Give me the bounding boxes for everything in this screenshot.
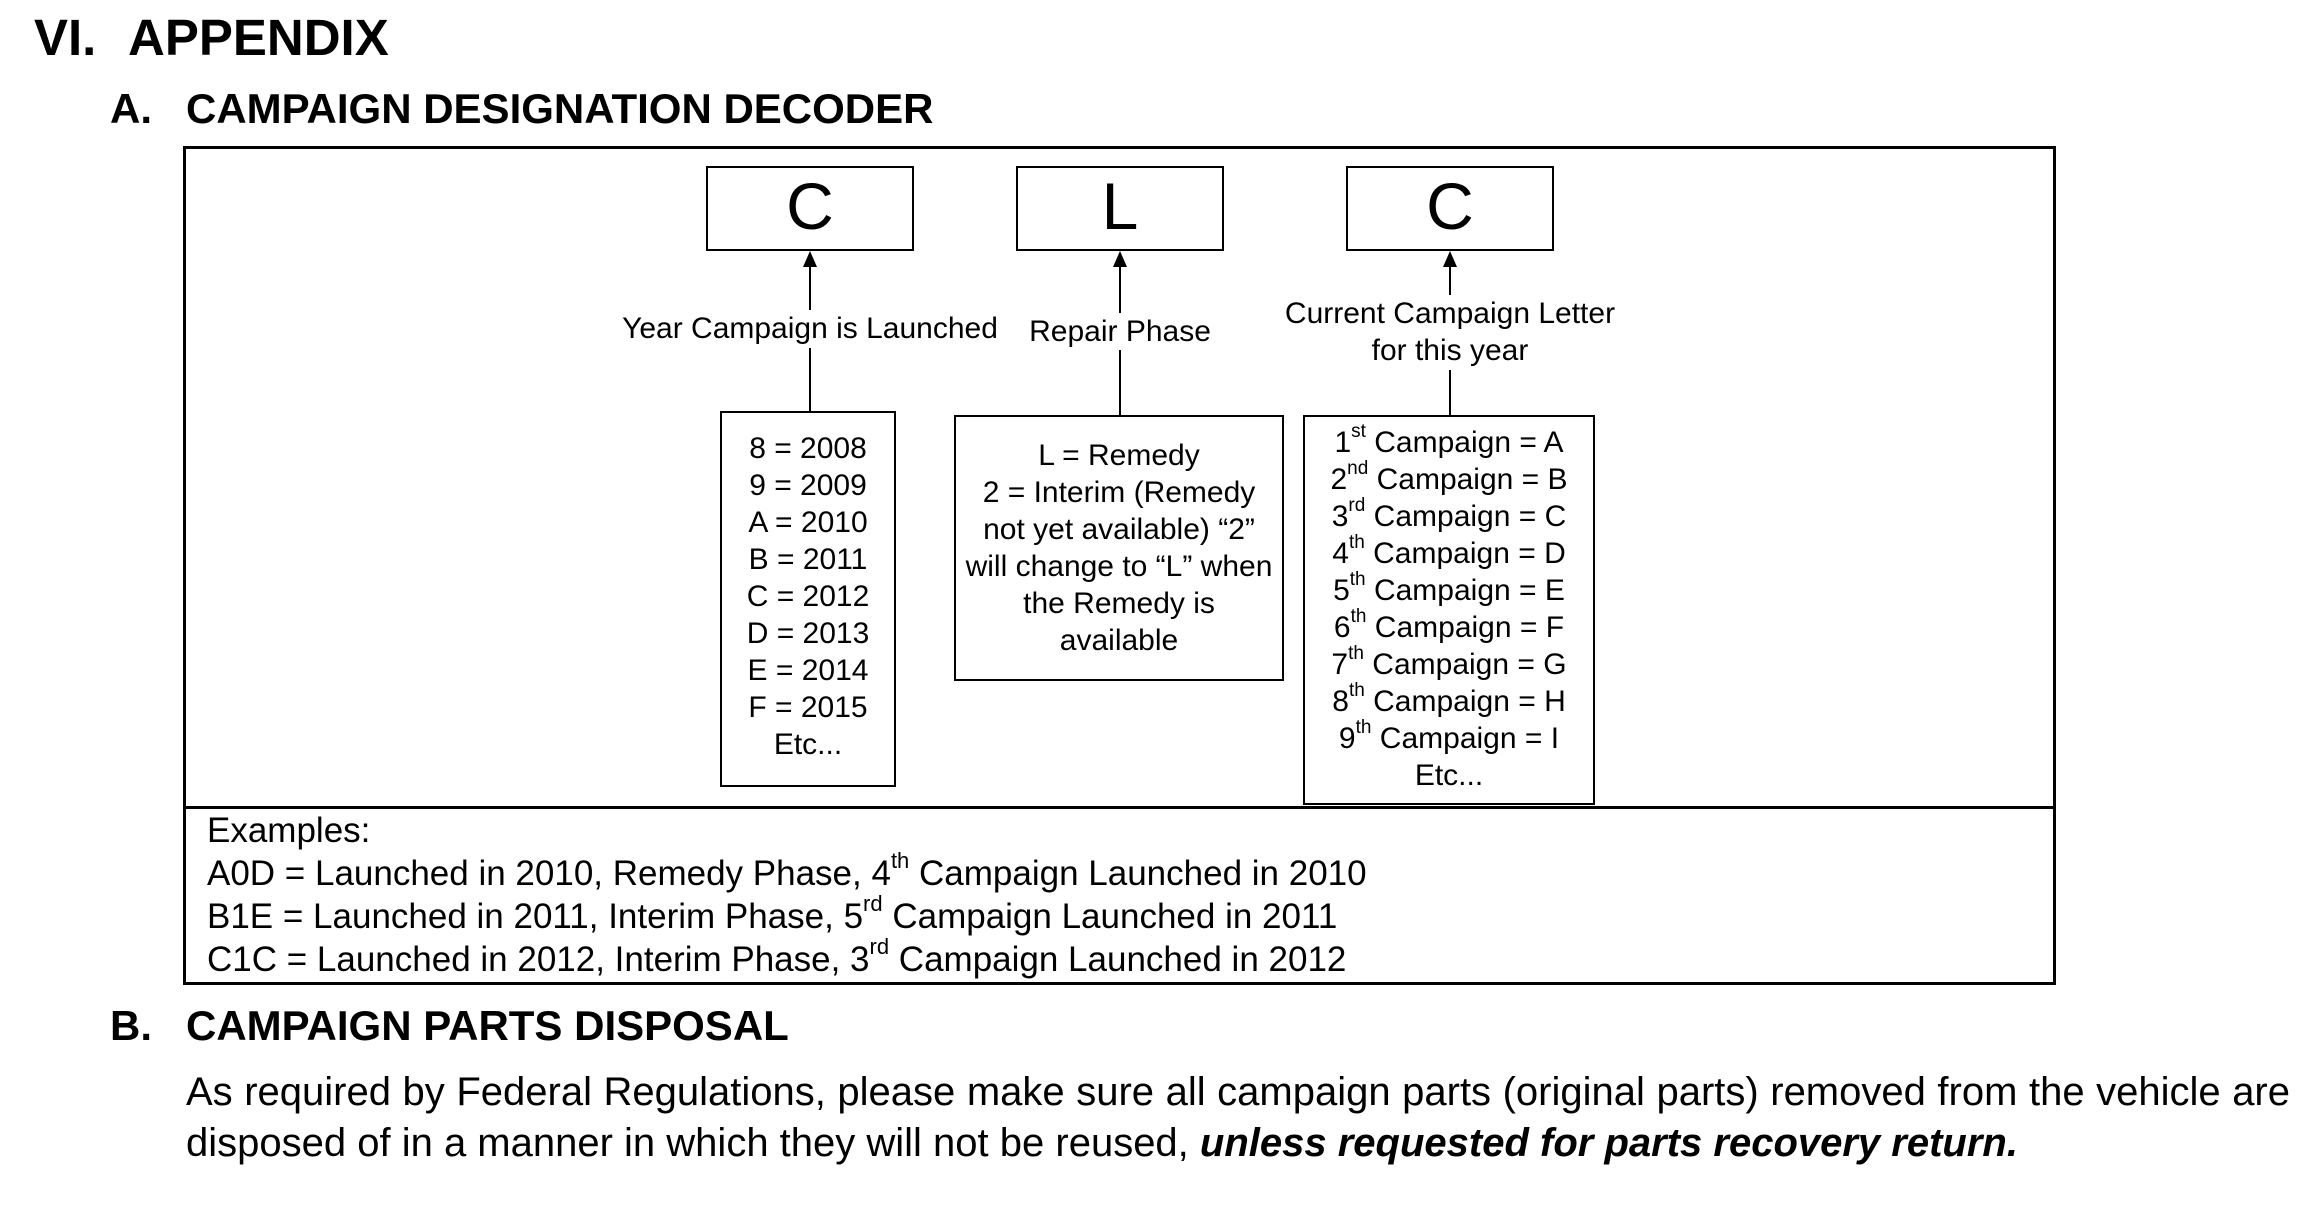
- campaign-number: 3: [1331, 500, 1349, 533]
- connector-line: [809, 265, 811, 310]
- example-text: Campaign Launched in 2010: [909, 854, 1367, 893]
- campaign-etc: Etc...: [1414, 759, 1484, 792]
- campaign-text: Campaign = E: [1365, 574, 1565, 607]
- example-text: B1E = Launched in 2011, Interim Phase, 5: [207, 897, 864, 936]
- campaign-ordinal-suffix: th: [1355, 717, 1372, 738]
- connector-line: [1449, 370, 1451, 415]
- campaign-number: 5: [1333, 574, 1350, 607]
- section-a-letter: A.: [110, 85, 152, 132]
- label-phase: Repair Phase: [1029, 315, 1211, 348]
- campaign-letter-list: [1303, 415, 1595, 805]
- repair-phase-list: [954, 415, 1284, 681]
- year-code-item: B = 2011: [748, 543, 868, 576]
- campaign-number: 4: [1332, 537, 1349, 570]
- year-code-item: C = 2012: [746, 580, 870, 613]
- campaign-text: Campaign = I: [1371, 722, 1560, 755]
- year-code-item: 8 = 2008: [749, 432, 867, 465]
- example-ordinal-suffix: th: [890, 848, 910, 874]
- label-year: Year Campaign is Launched: [622, 312, 998, 345]
- campaign-number: 6: [1333, 611, 1351, 644]
- letter-box-phase: L: [1016, 166, 1224, 251]
- year-code-item: Etc...: [773, 728, 843, 761]
- campaign-ordinal-suffix: th: [1348, 643, 1364, 664]
- connector-line: [1449, 265, 1451, 295]
- connector-line: [1119, 265, 1121, 313]
- heading-title: APPENDIX: [128, 9, 389, 66]
- campaign-item: [1305, 680, 1593, 720]
- campaign-ordinal-suffix: th: [1349, 569, 1366, 590]
- campaign-item: [1305, 458, 1593, 498]
- phase-item: not yet available) “2”: [983, 513, 1255, 546]
- campaign-ordinal-suffix: th: [1348, 532, 1365, 553]
- example-text: A0D = Launched in 2010, Remedy Phase, 4: [207, 854, 891, 893]
- campaign-ordinal-suffix: st: [1351, 421, 1366, 442]
- phase-item: available: [1059, 624, 1179, 657]
- campaign-ordinal-suffix: rd: [1348, 495, 1366, 516]
- examples-label: Examples:: [207, 811, 371, 850]
- phase-item: will change to “L” when: [965, 550, 1273, 583]
- campaign-text: Campaign = C: [1365, 500, 1567, 533]
- phase-item: L = Remedy: [1038, 439, 1200, 472]
- year-code-list: [720, 411, 896, 787]
- campaign-ordinal-suffix: th: [1350, 606, 1367, 627]
- connector-line: [809, 348, 811, 412]
- disposal-text: As required by Federal Regulations, please make sure all campaign parts (original parts) removed from the vehicle are disposed of in a manner in which they will not be reused,: [186, 1070, 2290, 1165]
- heading-number: VI.: [34, 9, 97, 66]
- phase-item: the Remedy is: [1023, 587, 1215, 620]
- campaign-text: Campaign = B: [1368, 463, 1568, 496]
- section-b-heading: [110, 1000, 789, 1052]
- label-current: [1250, 295, 1650, 369]
- section-a-heading: [110, 83, 933, 135]
- example-text: Campaign Launched in 2011: [882, 897, 1338, 936]
- campaign-item: [1305, 606, 1593, 646]
- campaign-number: 1: [1334, 426, 1352, 459]
- appendix-heading: [34, 8, 389, 68]
- example-text: C1C = Launched in 2012, Interim Phase, 3: [207, 940, 870, 979]
- campaign-number: 9: [1338, 722, 1356, 755]
- campaign-item: [1305, 495, 1593, 535]
- campaign-item: [1305, 532, 1593, 572]
- label-current-line1: Current Campaign Letter: [1284, 297, 1616, 330]
- campaign-item: [1305, 421, 1593, 461]
- campaign-text: Campaign = F: [1366, 611, 1565, 644]
- letter-box-current: C: [1346, 166, 1554, 251]
- campaign-ordinal-suffix: th: [1348, 680, 1365, 701]
- campaign-number: 7: [1331, 648, 1349, 681]
- year-code-item: A = 2010: [748, 506, 868, 539]
- campaign-item: [1305, 569, 1593, 609]
- campaign-text: Campaign = G: [1363, 648, 1567, 681]
- example-line: [207, 891, 1367, 938]
- campaign-text: Campaign = A: [1365, 426, 1564, 459]
- year-code-item: D = 2013: [746, 617, 870, 650]
- label-current-line2: for this year: [1371, 334, 1529, 367]
- campaign-item: [1305, 643, 1593, 683]
- year-code-item: E = 2014: [747, 654, 869, 687]
- example-line: [207, 934, 1367, 981]
- year-code-item: F = 2015: [748, 691, 868, 724]
- year-code-item: 9 = 2009: [749, 469, 867, 502]
- example-line: [207, 848, 1367, 895]
- example-ordinal-suffix: rd: [863, 891, 883, 917]
- campaign-text: Campaign = H: [1364, 685, 1566, 718]
- section-b-title: CAMPAIGN PARTS DISPOSAL: [186, 1002, 789, 1049]
- example-text: Campaign Launched in 2012: [889, 940, 1347, 979]
- phase-item: 2 = Interim (Remedy: [982, 476, 1256, 509]
- campaign-text: Campaign = D: [1364, 537, 1566, 570]
- letter-box-year: C: [706, 166, 914, 251]
- campaign-number: 8: [1332, 685, 1349, 718]
- section-b-letter: B.: [110, 1002, 152, 1049]
- campaign-item: [1305, 717, 1593, 757]
- disposal-paragraph: [186, 1067, 2290, 1169]
- section-a-title: CAMPAIGN DESIGNATION DECODER: [186, 85, 934, 132]
- examples-block: [207, 809, 1367, 981]
- campaign-ordinal-suffix: nd: [1347, 458, 1369, 479]
- campaign-number: 2: [1330, 463, 1348, 496]
- example-ordinal-suffix: rd: [869, 934, 890, 960]
- connector-line: [1119, 350, 1121, 415]
- disposal-emphasis: unless requested for parts recovery return.: [1199, 1121, 2018, 1165]
